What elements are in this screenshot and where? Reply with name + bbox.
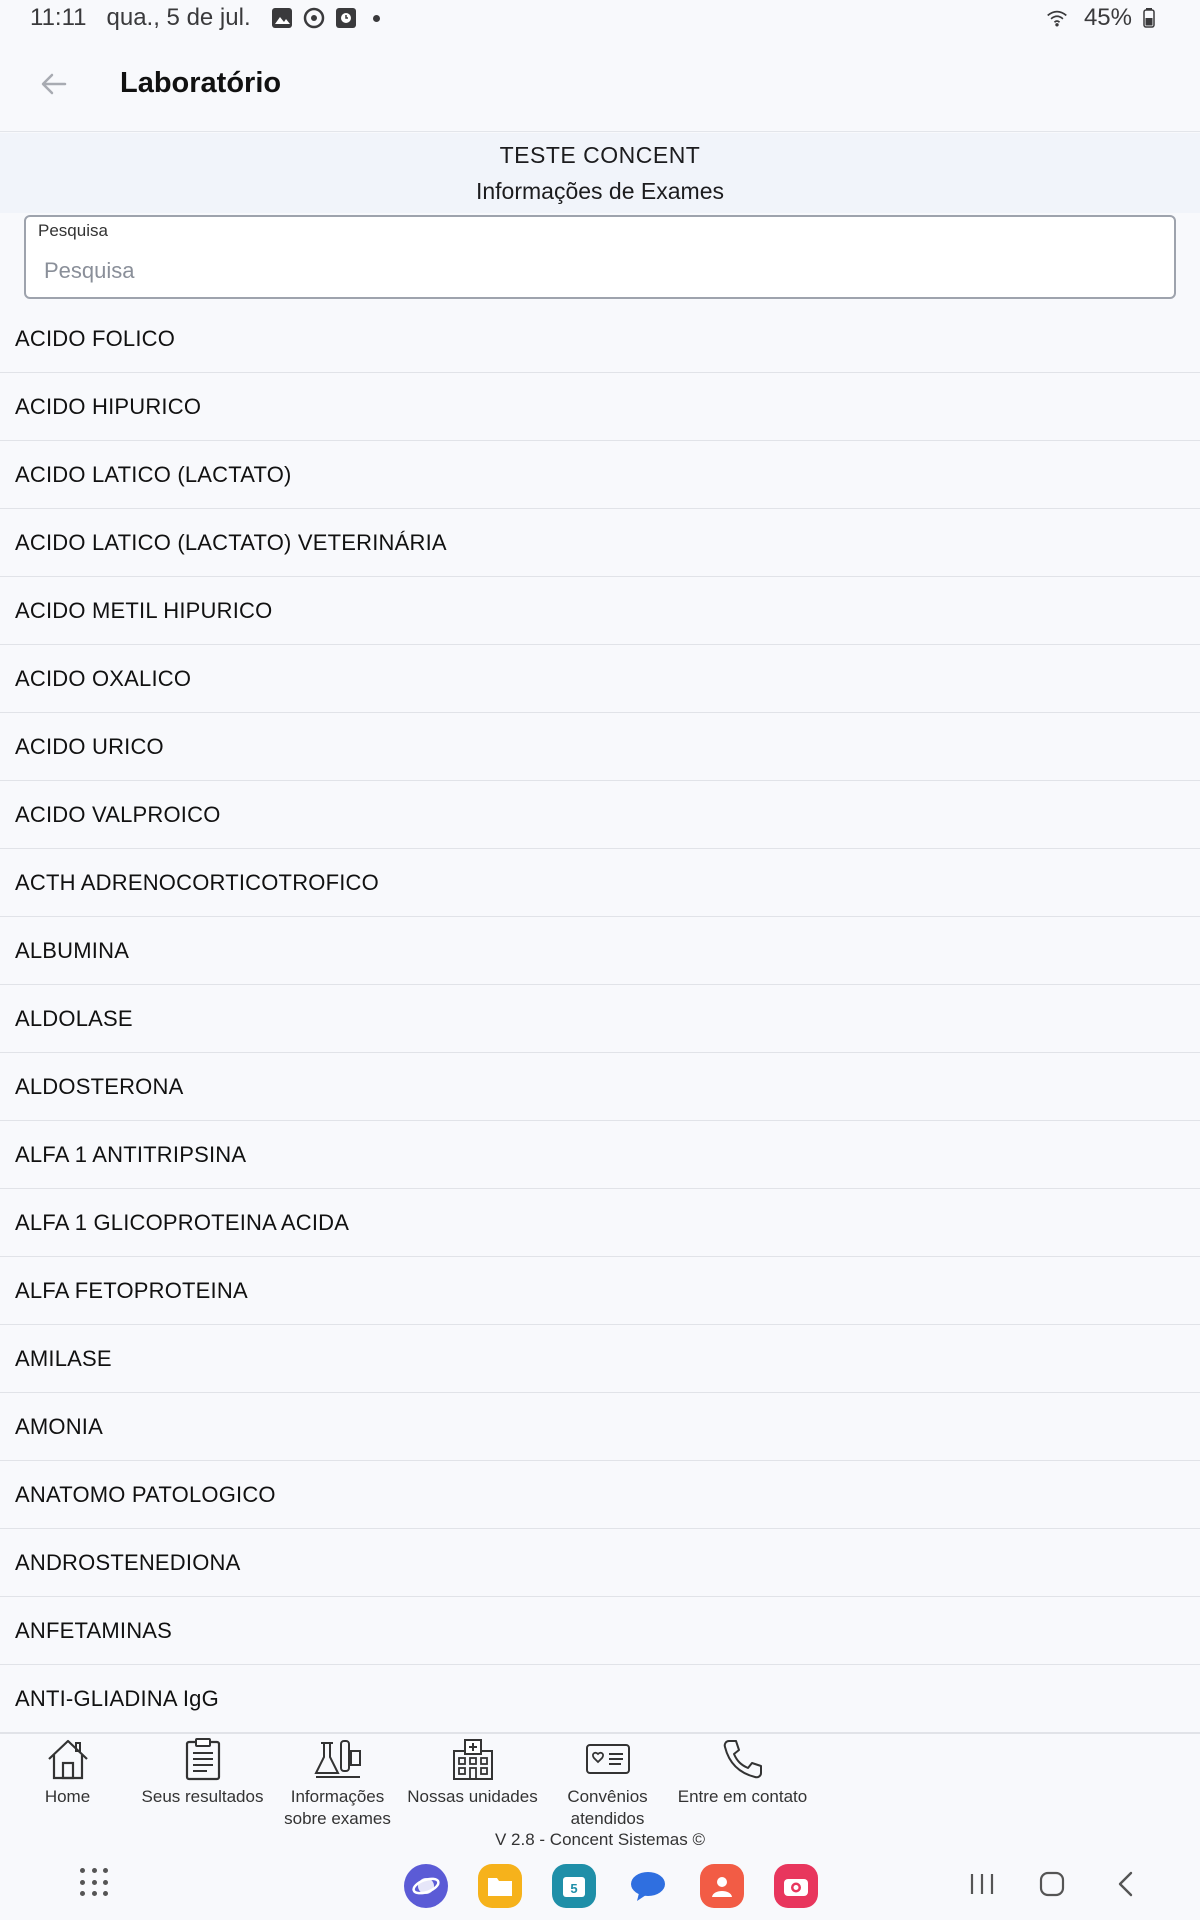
notification-dot-icon: [373, 15, 380, 22]
exam-list-item[interactable]: ACTH ADRENOCORTICOTROFICO: [0, 849, 1200, 917]
bottom-navigation: [0, 1733, 1200, 1843]
exam-list-item[interactable]: ACIDO LATICO (LACTATO): [0, 441, 1200, 509]
exam-list-item[interactable]: ANATOMO PATOLOGICO: [0, 1461, 1200, 1529]
sync-icon: [303, 7, 325, 29]
camera-app-icon[interactable]: [774, 1864, 818, 1908]
version-footer: V 2.8 - Concent Sistemas ©: [494, 1830, 705, 1849]
recent-apps-button[interactable]: [964, 1866, 1000, 1902]
home-icon: [44, 1736, 92, 1782]
calendar-app-icon[interactable]: [552, 1864, 596, 1908]
lab-flask-icon: [314, 1736, 362, 1782]
phone-icon: [719, 1736, 767, 1782]
app-bar: [0, 36, 1200, 132]
battery-percent: 45%: [1083, 4, 1132, 31]
chevron-left-icon: [1114, 1870, 1138, 1898]
id-card-icon: [584, 1736, 632, 1782]
nav-results[interactable]: [135, 1734, 270, 1843]
exam-list-item[interactable]: AMILASE: [0, 1325, 1200, 1393]
exam-list-item[interactable]: ALDOSTERONA: [0, 1053, 1200, 1121]
contacts-app-icon[interactable]: [700, 1864, 744, 1908]
app-dock: [404, 1864, 818, 1908]
exam-list: [0, 305, 1200, 1733]
messages-app-icon[interactable]: [626, 1864, 670, 1908]
nav-label: Convênios atendidos: [567, 1787, 648, 1828]
exam-list-item[interactable]: AMONIA: [0, 1393, 1200, 1461]
exam-list-item[interactable]: ALDOLASE: [0, 985, 1200, 1053]
exam-list-item[interactable]: ACIDO METIL HIPURICO: [0, 577, 1200, 645]
exam-list-item[interactable]: ACIDO URICO: [0, 713, 1200, 781]
section-subtitle: Informações de Exames: [475, 178, 724, 204]
clock-app-icon: [335, 7, 357, 29]
nav-home[interactable]: [0, 1734, 135, 1843]
status-date: qua., 5 de jul.: [106, 4, 251, 31]
files-app-icon[interactable]: [478, 1864, 522, 1908]
nav-insurance[interactable]: [540, 1734, 675, 1843]
organization-name: TESTE CONCENT: [499, 142, 701, 168]
hospital-icon: [449, 1736, 497, 1782]
exam-list-item[interactable]: ALFA 1 GLICOPROTEINA ACIDA: [0, 1189, 1200, 1257]
nav-label: Informações sobre exames: [284, 1787, 391, 1828]
nav-units[interactable]: [405, 1734, 540, 1843]
browser-app-icon[interactable]: [404, 1864, 448, 1908]
search-label: Pesquisa: [38, 221, 108, 240]
nav-contact[interactable]: [675, 1734, 810, 1843]
gallery-icon: [271, 7, 293, 29]
nav-exam-info[interactable]: [270, 1734, 405, 1843]
nav-label: Nossas unidades: [407, 1787, 538, 1806]
exam-list-item[interactable]: ALFA FETOPROTEINA: [0, 1257, 1200, 1325]
exam-list-item[interactable]: ACIDO FOLICO: [0, 305, 1200, 373]
back-button[interactable]: [24, 54, 84, 114]
recent-apps-icon: [967, 1872, 997, 1896]
nav-label: Home: [44, 1787, 91, 1806]
section-header: [0, 133, 1200, 213]
status-bar: [0, 0, 1200, 36]
wifi-icon: [1046, 7, 1068, 29]
home-system-button[interactable]: [1034, 1866, 1070, 1902]
system-navigation-bar: [0, 1854, 1200, 1920]
exam-list-item[interactable]: ANTI-GLIADINA IgG: [0, 1665, 1200, 1733]
exam-list-item[interactable]: ANDROSTENEDIONA: [0, 1529, 1200, 1597]
app-drawer-icon[interactable]: [80, 1868, 110, 1898]
page-title: Laboratório: [120, 67, 282, 99]
search-input[interactable]: [44, 251, 1144, 291]
svg-text:5: 5: [570, 1881, 578, 1896]
search-field[interactable]: [24, 215, 1176, 299]
exam-list-item[interactable]: ACIDO OXALICO: [0, 645, 1200, 713]
nav-label: Seus resultados: [141, 1787, 264, 1806]
home-square-icon: [1038, 1870, 1066, 1898]
arrow-left-icon: [39, 69, 69, 99]
clipboard-icon: [179, 1736, 227, 1782]
exam-list-item[interactable]: ALBUMINA: [0, 917, 1200, 985]
exam-list-item[interactable]: ALFA 1 ANTITRIPSINA: [0, 1121, 1200, 1189]
back-system-button[interactable]: [1108, 1866, 1144, 1902]
battery-icon: [1138, 7, 1160, 29]
nav-label: Entre em contato: [677, 1787, 808, 1806]
exam-list-item[interactable]: ACIDO LATICO (LACTATO) VETERINÁRIA: [0, 509, 1200, 577]
exam-list-item[interactable]: ACIDO VALPROICO: [0, 781, 1200, 849]
exam-list-item[interactable]: ANFETAMINAS: [0, 1597, 1200, 1665]
status-time: 11:11: [30, 4, 87, 31]
status-right: [1046, 4, 1170, 32]
exam-list-item[interactable]: ACIDO HIPURICO: [0, 373, 1200, 441]
